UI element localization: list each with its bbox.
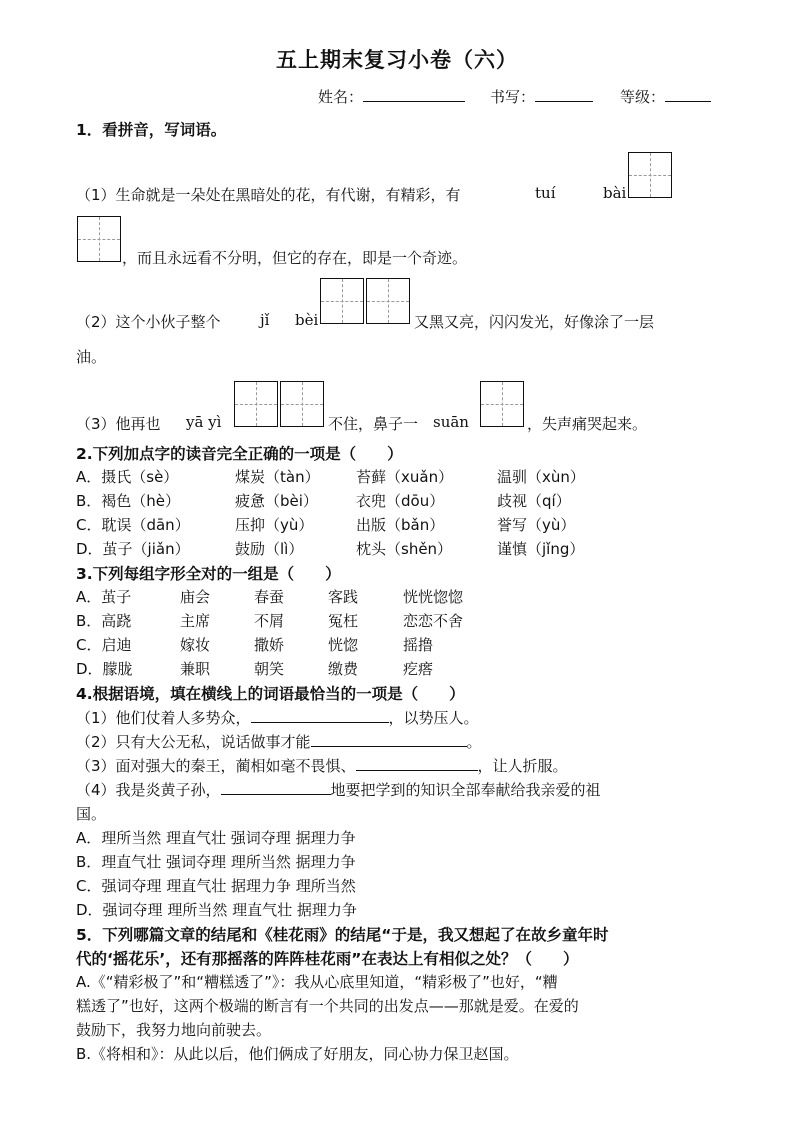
q3-d-1: D．朦胧 (76, 660, 133, 678)
q4-sentence-4-end: 国。 (76, 805, 107, 823)
q4-option-c: C．强词夺理 理直气壮 据理力争 理所当然 (76, 877, 356, 895)
question-1-heading: 1．看拼音，写词语。 (76, 121, 227, 139)
q3-d-2: 兼职 (180, 660, 211, 678)
q2-d-1: D．茧子（jiǎn） (76, 540, 190, 558)
q1-sentence-3-rest: ，失声痛哭起来。 (527, 415, 648, 433)
question-2-heading: 2.下列加点字的读音完全正确的一项是（ ） (76, 445, 403, 463)
writing-blank[interactable] (535, 87, 593, 102)
q3-b-1: B．高跷 (76, 612, 132, 630)
q2-c-2: 压抑（yù） (235, 516, 314, 534)
q1-pinyin-ji: jǐ (260, 311, 270, 329)
q3-b-2: 主席 (180, 612, 211, 630)
q1-sentence-2-end: 油。 (76, 348, 107, 366)
q4-s4-text: （4）我是炎黄子孙， (76, 781, 221, 799)
q5-option-a-line-2: 糕透了”也好，这两个极端的断言有一个共同的出发点——那就是爱。在爱的 (76, 997, 579, 1015)
q2-a-2: 煤炭（tàn） (235, 468, 320, 486)
q2-d-4: 谨慎（jǐng） (497, 540, 585, 558)
q3-a-1: A．茧子 (76, 588, 132, 606)
q4-s4-blank[interactable] (221, 780, 331, 795)
q4-s1-text: （1）他们仗着人多势众， (76, 709, 251, 727)
q2-b-3: 衣兜（dōu） (356, 492, 445, 510)
name-label: 姓名： (318, 88, 364, 106)
q3-a-2: 庙会 (180, 588, 211, 606)
q3-d-3: 朝笑 (254, 660, 285, 678)
q1-pinyin-bei: bèi (295, 311, 319, 329)
q2-b-1: B．褐色（hè） (76, 492, 181, 510)
q3-b-3: 不屑 (254, 612, 285, 630)
q2-b-2: 疲惫（bèi） (235, 492, 318, 510)
q1-answer-box-4[interactable] (366, 278, 410, 324)
q2-d-2: 鼓励（lì） (235, 540, 304, 558)
q1-answer-box-5[interactable] (234, 381, 278, 427)
grade-blank[interactable] (665, 87, 711, 102)
q4-s4-rest: 地要把学到的知识全部奉献给我亲爱的祖 (330, 781, 601, 799)
q1-sentence-1-rest: ，而且永远看不分明，但它的存在，即是一个奇迹。 (122, 249, 468, 267)
q1-answer-box-1[interactable] (628, 152, 672, 198)
q2-a-1: A．摄氏（sè） (76, 468, 179, 486)
q5-option-a-line-3: 鼓励下，我努力地向前驶去。 (76, 1021, 272, 1039)
q3-a-4: 客践 (328, 588, 359, 606)
q4-s2-text: （2）只有大公无私，说话做事才能 (76, 733, 311, 751)
q4-s1-blank[interactable] (251, 708, 389, 723)
q4-option-a: A．理所当然 理直气壮 强词夺理 据理力争 (76, 829, 356, 847)
name-blank[interactable] (363, 87, 465, 102)
q1-pinyin-yayi: yā yì (186, 413, 222, 431)
q4-s3-text: （3）面对强大的秦王，蔺相如毫不畏惧、 (76, 757, 356, 775)
q4-option-b: B．理直气壮 强词夺理 理所当然 据理力争 (76, 853, 356, 871)
q2-d-3: 枕头（shěn） (356, 540, 453, 558)
name-field (318, 86, 465, 107)
q4-s2-blank[interactable] (311, 732, 467, 747)
q3-c-3: 撒娇 (254, 636, 285, 654)
q4-s2-rest: 。 (466, 733, 482, 751)
q3-d-4: 缴费 (328, 660, 359, 678)
q3-c-4: 恍惚 (328, 636, 359, 654)
q1-answer-box-3[interactable] (320, 278, 364, 324)
q1-sentence-2-text: （2）这个小伙子整个 (76, 313, 221, 331)
q1-sentence-3-text: （3）他再也 (76, 415, 161, 433)
q2-b-4: 歧视（qí） (497, 492, 571, 510)
question-4-heading: 4.根据语境，填在横线上的词语最恰当的一项是（ ） (76, 685, 465, 703)
q4-s3-blank[interactable] (356, 756, 478, 771)
q2-c-3: 出版（bǎn） (356, 516, 445, 534)
q1-answer-box-2[interactable] (77, 216, 121, 262)
writing-label: 书写： (490, 88, 536, 106)
q3-c-1: C．启迪 (76, 636, 132, 654)
q1-sentence-3-mid: 不住，鼻子一 (328, 415, 419, 433)
q3-b-4: 冤枉 (328, 612, 359, 630)
q4-sentence-2 (76, 731, 482, 752)
question-3-heading: 3.下列每组字形全对的一组是（ ） (76, 565, 341, 583)
q1-pinyin-bai: bài (603, 184, 627, 202)
q1-sentence-2-rest: 又黑又亮，闪闪发光，好像涂了一层 (414, 313, 655, 331)
q1-answer-box-6[interactable] (280, 381, 324, 427)
q1-pinyin-tui: tuí (535, 184, 556, 202)
q4-sentence-1 (76, 707, 479, 728)
q1-pinyin-suan: suān (433, 413, 469, 431)
q3-a-5: 恍恍惚惚 (403, 588, 464, 606)
q1-sentence-1-text: （1）生命就是一朵处在黑暗处的花，有代谢，有精彩，有 (76, 186, 461, 204)
q1-answer-box-7[interactable] (480, 381, 524, 427)
q3-c-5: 摇撸 (403, 636, 434, 654)
q2-c-1: C．耽误（dān） (76, 516, 190, 534)
q2-a-4: 温驯（xùn） (497, 468, 585, 486)
page-title: 五上期末复习小卷（六） (276, 47, 518, 72)
q2-c-4: 誉写（yù） (497, 516, 576, 534)
q2-a-3: 苔藓（xuǎn） (356, 468, 454, 486)
q4-s3-rest: ，让人折服。 (477, 757, 568, 775)
q3-b-5: 恋恋不舍 (403, 612, 464, 630)
q4-s1-rest: ，以势压人。 (388, 709, 479, 727)
q3-d-5: 疙瘩 (403, 660, 434, 678)
grade-label: 等级： (620, 88, 666, 106)
q5-option-a-line-1: A.《“精彩极了”和“糟糕透了”》：我从心底里知道，“精彩极了”也好，“糟 (76, 973, 558, 991)
question-5-heading-line-1: 5．下列哪篇文章的结尾和《桂花雨》的结尾“于是，我又想起了在故乡童年时 (76, 926, 609, 944)
writing-field (490, 86, 593, 107)
q5-option-b-line-1: B.《将相和》：从此以后，他们俩成了好朋友，同心协力保卫赵国。 (76, 1045, 519, 1063)
grade-field (620, 86, 711, 107)
q3-a-3: 春蚕 (254, 588, 285, 606)
q4-sentence-3 (76, 755, 568, 776)
q4-option-d: D．强词夺理 理所当然 理直气壮 据理力争 (76, 901, 357, 919)
q3-c-2: 嫁妆 (180, 636, 211, 654)
q4-sentence-4 (76, 779, 601, 800)
question-5-heading-line-2: 代的‘摇花乐’，还有那摇落的阵阵桂花雨”在表达上有相似之处？（ ） (76, 950, 579, 968)
